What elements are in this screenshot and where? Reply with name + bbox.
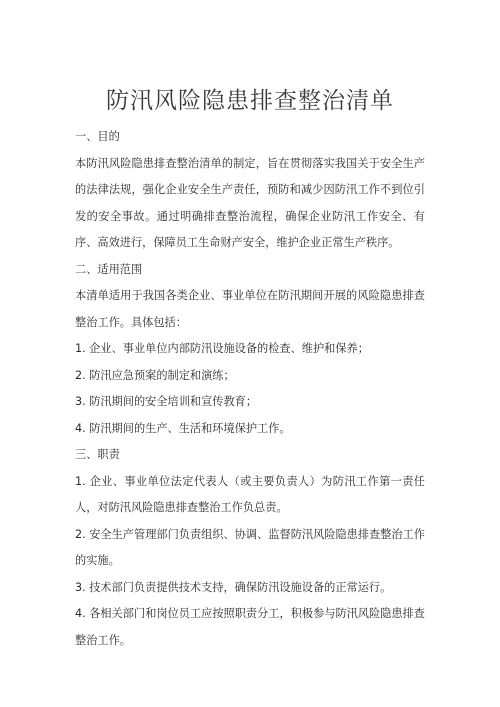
section-purpose (75, 124, 425, 257)
list-item: 4. 各相关部门和岗位员工应按照职责分工，积极参与防汛风险隐患排查整治工作。 (75, 607, 425, 647)
list-item: 1. 企业、事业单位法定代表人（或主要负责人）为防汛工作第一责任人，对防汛风险隐患排查整治工作负总责。 (75, 474, 425, 514)
paragraph: 本防汛风险隐患排查整治清单的制定，旨在贯彻落实我国关于安全生产的法律法规，强化企业安全生产责任，预防和减少因防汛工作不到位引发的安全事故。通过明确排查整治流程，确保企业防汛工作安全、有序、高效进行，保障员工生命财产安全，维护企业正常生产秩序。 (75, 156, 425, 249)
section-heading: 三、职责 (75, 448, 120, 461)
section-heading: 二、适用范围 (75, 262, 143, 276)
list-item: 4. 防汛期间的生产、生活和环境保护工作。 (75, 421, 291, 435)
section-heading: 一、目的 (75, 130, 120, 143)
document-title: 防汛风险隐患排查整治清单 (106, 88, 394, 114)
section-scope (75, 257, 425, 443)
section-responsibilities (75, 442, 425, 654)
list-item: 3. 防汛期间的安全培训和宣传教育； (75, 395, 258, 408)
paragraph: 本清单适用于我国各类企业、事业单位在防汛期间开展的风险隐患排查整治工作。具体包括： (75, 289, 425, 329)
list-item: 2. 安全生产管理部门负责组织、协调、监督防汛风险隐患排查整治工作的实施。 (75, 527, 425, 567)
list-item: 3. 技术部门负责提供技术支持，确保防汛设施设备的正常运行。 (75, 580, 392, 594)
list-item: 1. 企业、事业单位内部防汛设施设备的检查、维护和保养； (75, 342, 369, 355)
list-item: 2. 防汛应急预案的制定和演练； (75, 368, 235, 382)
document-body (75, 124, 425, 654)
